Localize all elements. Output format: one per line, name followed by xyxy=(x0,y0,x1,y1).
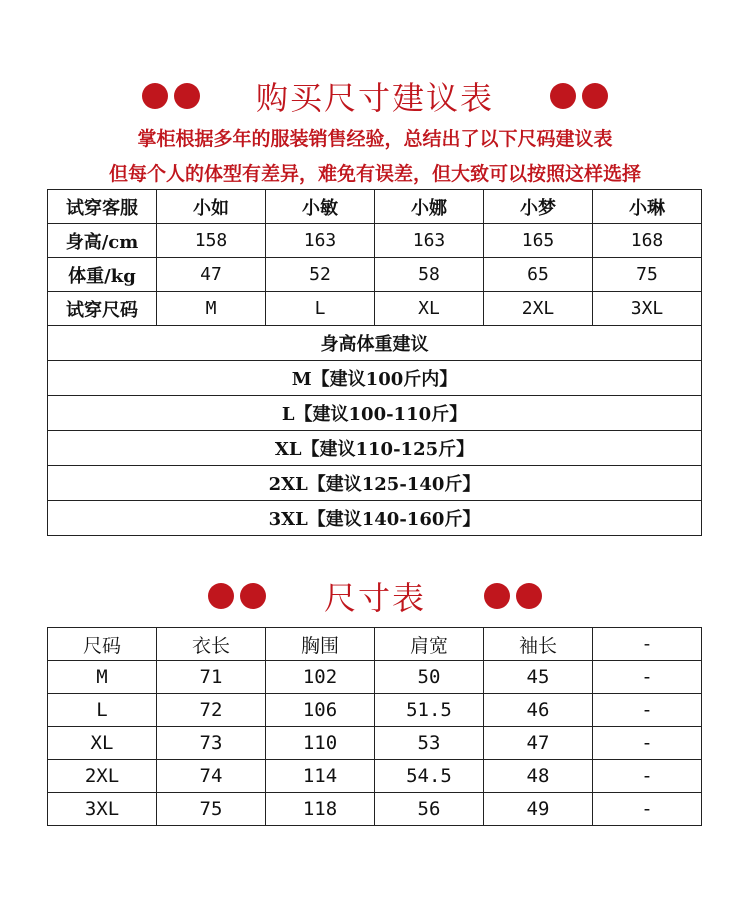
table-cell: - xyxy=(593,793,702,826)
size-chart-title-row xyxy=(0,574,750,618)
table-cell: 118 xyxy=(266,793,375,826)
table-row xyxy=(48,292,702,326)
suggestion-cell: 2XL【建议125-140斤】 xyxy=(48,466,702,501)
suggestion-cell: M【建议100斤内】 xyxy=(48,361,702,396)
table-header-cell: 袖长 xyxy=(484,628,593,661)
table-header-cell: 小如 xyxy=(157,190,266,224)
table-cell: 49 xyxy=(484,793,593,826)
table-cell: - xyxy=(593,727,702,760)
table-header-cell: 试穿客服 xyxy=(48,190,157,224)
decorative-dots-left xyxy=(208,583,266,609)
table-row xyxy=(48,694,702,727)
advice-note-line-1: 掌柜根据多年的服装销售经验，总结出了以下尺码建议表 xyxy=(137,128,613,150)
table-cell: 56 xyxy=(375,793,484,826)
table-cell: 158 xyxy=(157,224,266,258)
suggestion-row xyxy=(48,501,702,536)
table-cell: 52 xyxy=(266,258,375,292)
table-cell: 163 xyxy=(266,224,375,258)
table-cell: 2XL xyxy=(484,292,593,326)
table-row xyxy=(48,224,702,258)
table-cell: 2XL xyxy=(48,760,157,793)
table-cell: XL xyxy=(375,292,484,326)
suggestion-title-cell: 身高体重建议 xyxy=(48,326,702,361)
red-dot-icon xyxy=(550,83,576,109)
table-header-cell: - xyxy=(593,628,702,661)
table-cell: L xyxy=(48,694,157,727)
size-table-header-row xyxy=(48,628,702,661)
table-cell: 65 xyxy=(484,258,593,292)
table-cell: 168 xyxy=(593,224,702,258)
table-cell: XL xyxy=(48,727,157,760)
suggestion-row xyxy=(48,466,702,501)
table-row xyxy=(48,727,702,760)
red-dot-icon xyxy=(516,583,542,609)
size-advice-title: 购买尺寸建议表 xyxy=(255,79,494,117)
table-row xyxy=(48,258,702,292)
decorative-dots-right xyxy=(550,83,608,109)
row-label-cell: 试穿尺码 xyxy=(48,292,157,326)
table-header-cell: 尺码 xyxy=(48,628,157,661)
table-cell: 3XL xyxy=(593,292,702,326)
table-header-cell: 衣长 xyxy=(157,628,266,661)
suggestion-title-row xyxy=(48,326,702,361)
table-header-cell: 小敏 xyxy=(266,190,375,224)
red-dot-icon xyxy=(240,583,266,609)
table-cell: - xyxy=(593,661,702,694)
red-dot-icon xyxy=(208,583,234,609)
table-cell: L xyxy=(266,292,375,326)
table-cell: 71 xyxy=(157,661,266,694)
table-cell: 102 xyxy=(266,661,375,694)
red-dot-icon xyxy=(582,83,608,109)
table-cell: 163 xyxy=(375,224,484,258)
size-advice-title-row xyxy=(0,74,750,118)
advice-note-line-2: 但每个人的体型有差异，难免有误差，但大致可以按照这样选择 xyxy=(108,163,641,185)
suggestion-row xyxy=(48,361,702,396)
table-cell: 73 xyxy=(157,727,266,760)
decorative-dots-right xyxy=(484,583,542,609)
table-cell: 48 xyxy=(484,760,593,793)
table-row xyxy=(48,793,702,826)
table-cell: 50 xyxy=(375,661,484,694)
table-cell: 72 xyxy=(157,694,266,727)
table-header-cell: 小梦 xyxy=(484,190,593,224)
fit-reference-table xyxy=(47,189,702,536)
table-cell: 110 xyxy=(266,727,375,760)
suggestion-row xyxy=(48,396,702,431)
table-cell: - xyxy=(593,694,702,727)
suggestion-cell: 3XL【建议140-160斤】 xyxy=(48,501,702,536)
table-header-cell: 肩宽 xyxy=(375,628,484,661)
table-cell: M xyxy=(157,292,266,326)
table-header-cell: 小琳 xyxy=(593,190,702,224)
table-cell: 75 xyxy=(593,258,702,292)
table-cell: 46 xyxy=(484,694,593,727)
table-cell: 74 xyxy=(157,760,266,793)
table-cell: 51.5 xyxy=(375,694,484,727)
table-cell: 47 xyxy=(157,258,266,292)
table-cell: 165 xyxy=(484,224,593,258)
table-cell: M xyxy=(48,661,157,694)
table-cell: 114 xyxy=(266,760,375,793)
table-cell: 3XL xyxy=(48,793,157,826)
size-chart-title: 尺寸表 xyxy=(323,579,426,617)
suggestion-cell: L【建议100-110斤】 xyxy=(48,396,702,431)
row-label-cell: 体重/kg xyxy=(48,258,157,292)
size-chart-table xyxy=(47,627,702,826)
red-dot-icon xyxy=(142,83,168,109)
table-cell: 45 xyxy=(484,661,593,694)
decorative-dots-left xyxy=(142,83,200,109)
table-cell: 53 xyxy=(375,727,484,760)
table-header-cell: 胸围 xyxy=(266,628,375,661)
table-cell: 106 xyxy=(266,694,375,727)
table-cell: 75 xyxy=(157,793,266,826)
fit-table-header-row xyxy=(48,190,702,224)
table-cell: 54.5 xyxy=(375,760,484,793)
table-cell: 58 xyxy=(375,258,484,292)
table-cell: 47 xyxy=(484,727,593,760)
table-row xyxy=(48,661,702,694)
red-dot-icon xyxy=(174,83,200,109)
table-cell: - xyxy=(593,760,702,793)
red-dot-icon xyxy=(484,583,510,609)
suggestion-cell: XL【建议110-125斤】 xyxy=(48,431,702,466)
row-label-cell: 身高/cm xyxy=(48,224,157,258)
table-header-cell: 小娜 xyxy=(375,190,484,224)
table-row xyxy=(48,760,702,793)
suggestion-row xyxy=(48,431,702,466)
